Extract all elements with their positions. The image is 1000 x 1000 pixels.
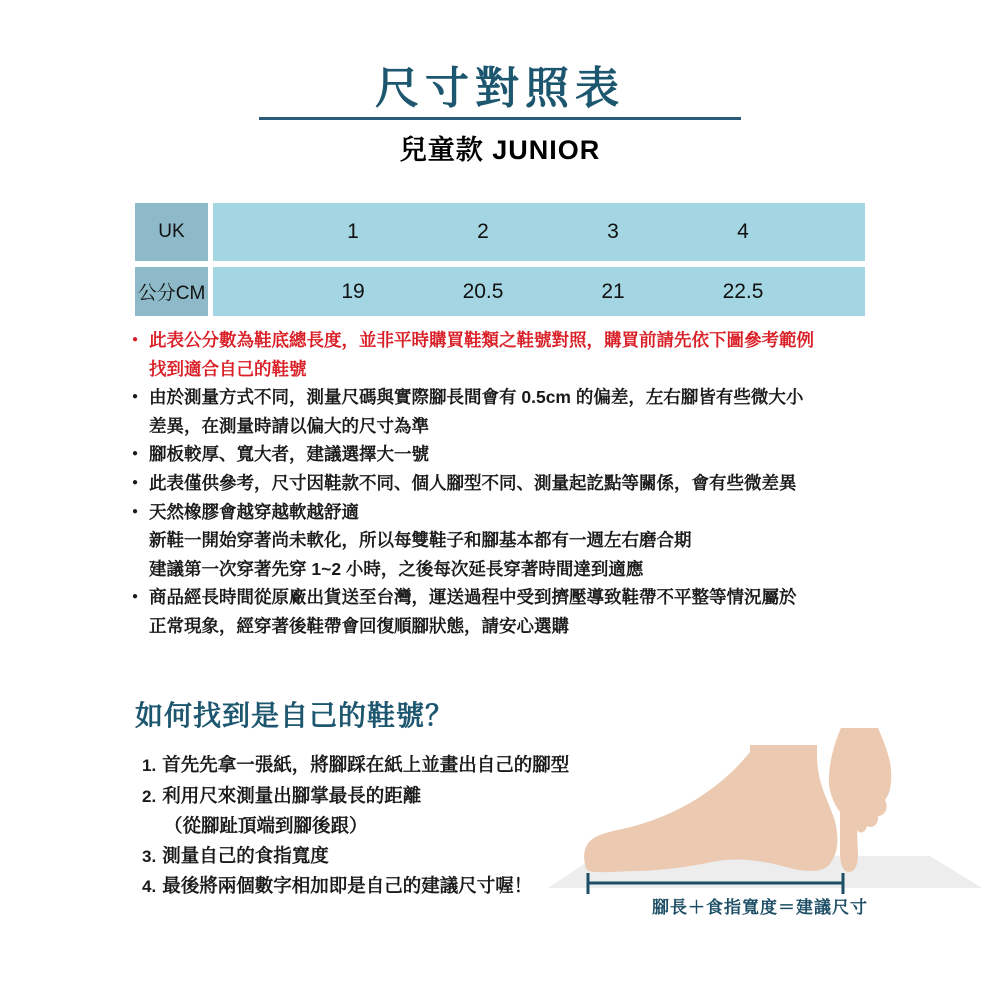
pointing-finger-shape — [829, 728, 891, 872]
page-title: 尺寸對照表 — [375, 64, 625, 113]
page-subtitle: 兒童款 JUNIOR — [399, 135, 601, 165]
foot-measurement-illustration — [540, 728, 1000, 933]
note-text: 新鞋一開始穿著尚未軟化，所以每雙鞋子和腳基本都有一週左右磨合期 — [149, 530, 692, 551]
step-text: 最後將兩個數字相加即是自己的建議尺寸喔！ — [162, 875, 533, 896]
note-line — [133, 355, 913, 384]
note-line — [133, 612, 913, 641]
size-table-value: 21 — [601, 279, 625, 303]
size-table-value: 19 — [341, 279, 365, 303]
size-table-value: 1 — [347, 220, 359, 243]
note-line — [133, 326, 913, 355]
note-line — [133, 526, 913, 555]
step-text: 利用尺來測量出腳掌最長的距離 — [162, 784, 422, 806]
note-text: 差異，在測量時請以偏大的尺寸為準 — [149, 415, 429, 436]
foot-shape — [584, 745, 837, 872]
note-text: 商品經長時間從原廠出貨送至台灣，運送過程中受到擠壓導致鞋帶不平整等情況屬於 — [149, 587, 797, 608]
size-table-row — [135, 267, 865, 316]
bullet-dot-icon: ● — [132, 505, 139, 517]
note-line — [133, 583, 913, 612]
step-text: （從腳趾頂端到腳後跟） — [164, 815, 368, 836]
size-table-value: 4 — [737, 220, 749, 243]
size-table-value: 3 — [607, 220, 619, 243]
note-text: 由於測量方式不同，測量尺碼與實際腳長間會有 0.5cm 的偏差，左右腳皆有些微大小 — [149, 387, 804, 408]
guide-steps — [142, 750, 592, 902]
bullet-dot-icon: ● — [132, 334, 139, 345]
note-text: 腳板較厚、寬大者，建議選擇大一號 — [149, 444, 429, 465]
bullet-dot-icon: ● — [132, 591, 139, 603]
size-table-row-header: 公分CM — [135, 267, 208, 316]
note-line — [133, 555, 913, 584]
note-line — [133, 412, 913, 441]
note-line — [133, 440, 913, 469]
step-number: 4. — [142, 877, 157, 896]
note-text: 正常現象，經穿著後鞋帶會回復順腳狀態，請安心選購 — [149, 615, 569, 636]
size-table-row-values — [213, 203, 865, 261]
title-underline — [259, 117, 741, 120]
step-text: 首先先拿一張紙，將腳踩在紙上並畫出自己的腳型 — [162, 754, 570, 775]
bullet-dot-icon: ● — [132, 448, 139, 460]
size-table-row-header: UK — [135, 203, 208, 261]
size-table — [135, 203, 865, 322]
step-number: 3. — [142, 846, 157, 866]
guide-step-line — [142, 841, 592, 872]
guide-step-line — [142, 781, 592, 812]
step-number: 2. — [142, 786, 157, 806]
note-text: 此表公分數為鞋底總長度，並非平時購買鞋類之鞋號對照，購買前請先依下圖參考範例 — [149, 330, 814, 350]
notes-list — [133, 326, 913, 641]
step-text: 測量自己的食指寬度 — [162, 844, 329, 866]
note-line — [133, 469, 913, 498]
note-line — [133, 383, 913, 412]
guide-step-line — [142, 871, 592, 902]
size-table-row-values — [213, 267, 865, 316]
note-line — [133, 498, 913, 527]
size-table-value: 22.5 — [722, 279, 764, 303]
bullet-dot-icon: ● — [132, 476, 139, 488]
note-text: 建議第一次穿著先穿 1~2 小時，之後每次延長穿著時間達到適應 — [149, 558, 644, 579]
note-text: 找到適合自己的鞋號 — [149, 358, 307, 379]
measurement-formula-caption: 腳長＋食指寬度＝建議尺寸 — [652, 898, 868, 917]
size-table-row — [135, 203, 865, 261]
note-text: 此表僅供參考，尺寸因鞋款不同、個人腳型不同、測量起訖點等關係，會有些微差異 — [149, 472, 797, 493]
bullet-dot-icon: ● — [132, 391, 139, 403]
guide-step-line — [142, 811, 592, 841]
size-table-value: 20.5 — [462, 279, 504, 303]
note-text: 天然橡膠會越穿越軟越舒適 — [149, 501, 359, 522]
size-table-value: 2 — [477, 220, 489, 243]
guide-step-line — [142, 750, 592, 781]
guide-heading: 如何找到是自己的鞋號？ — [135, 700, 455, 731]
step-number: 1. — [142, 756, 157, 775]
